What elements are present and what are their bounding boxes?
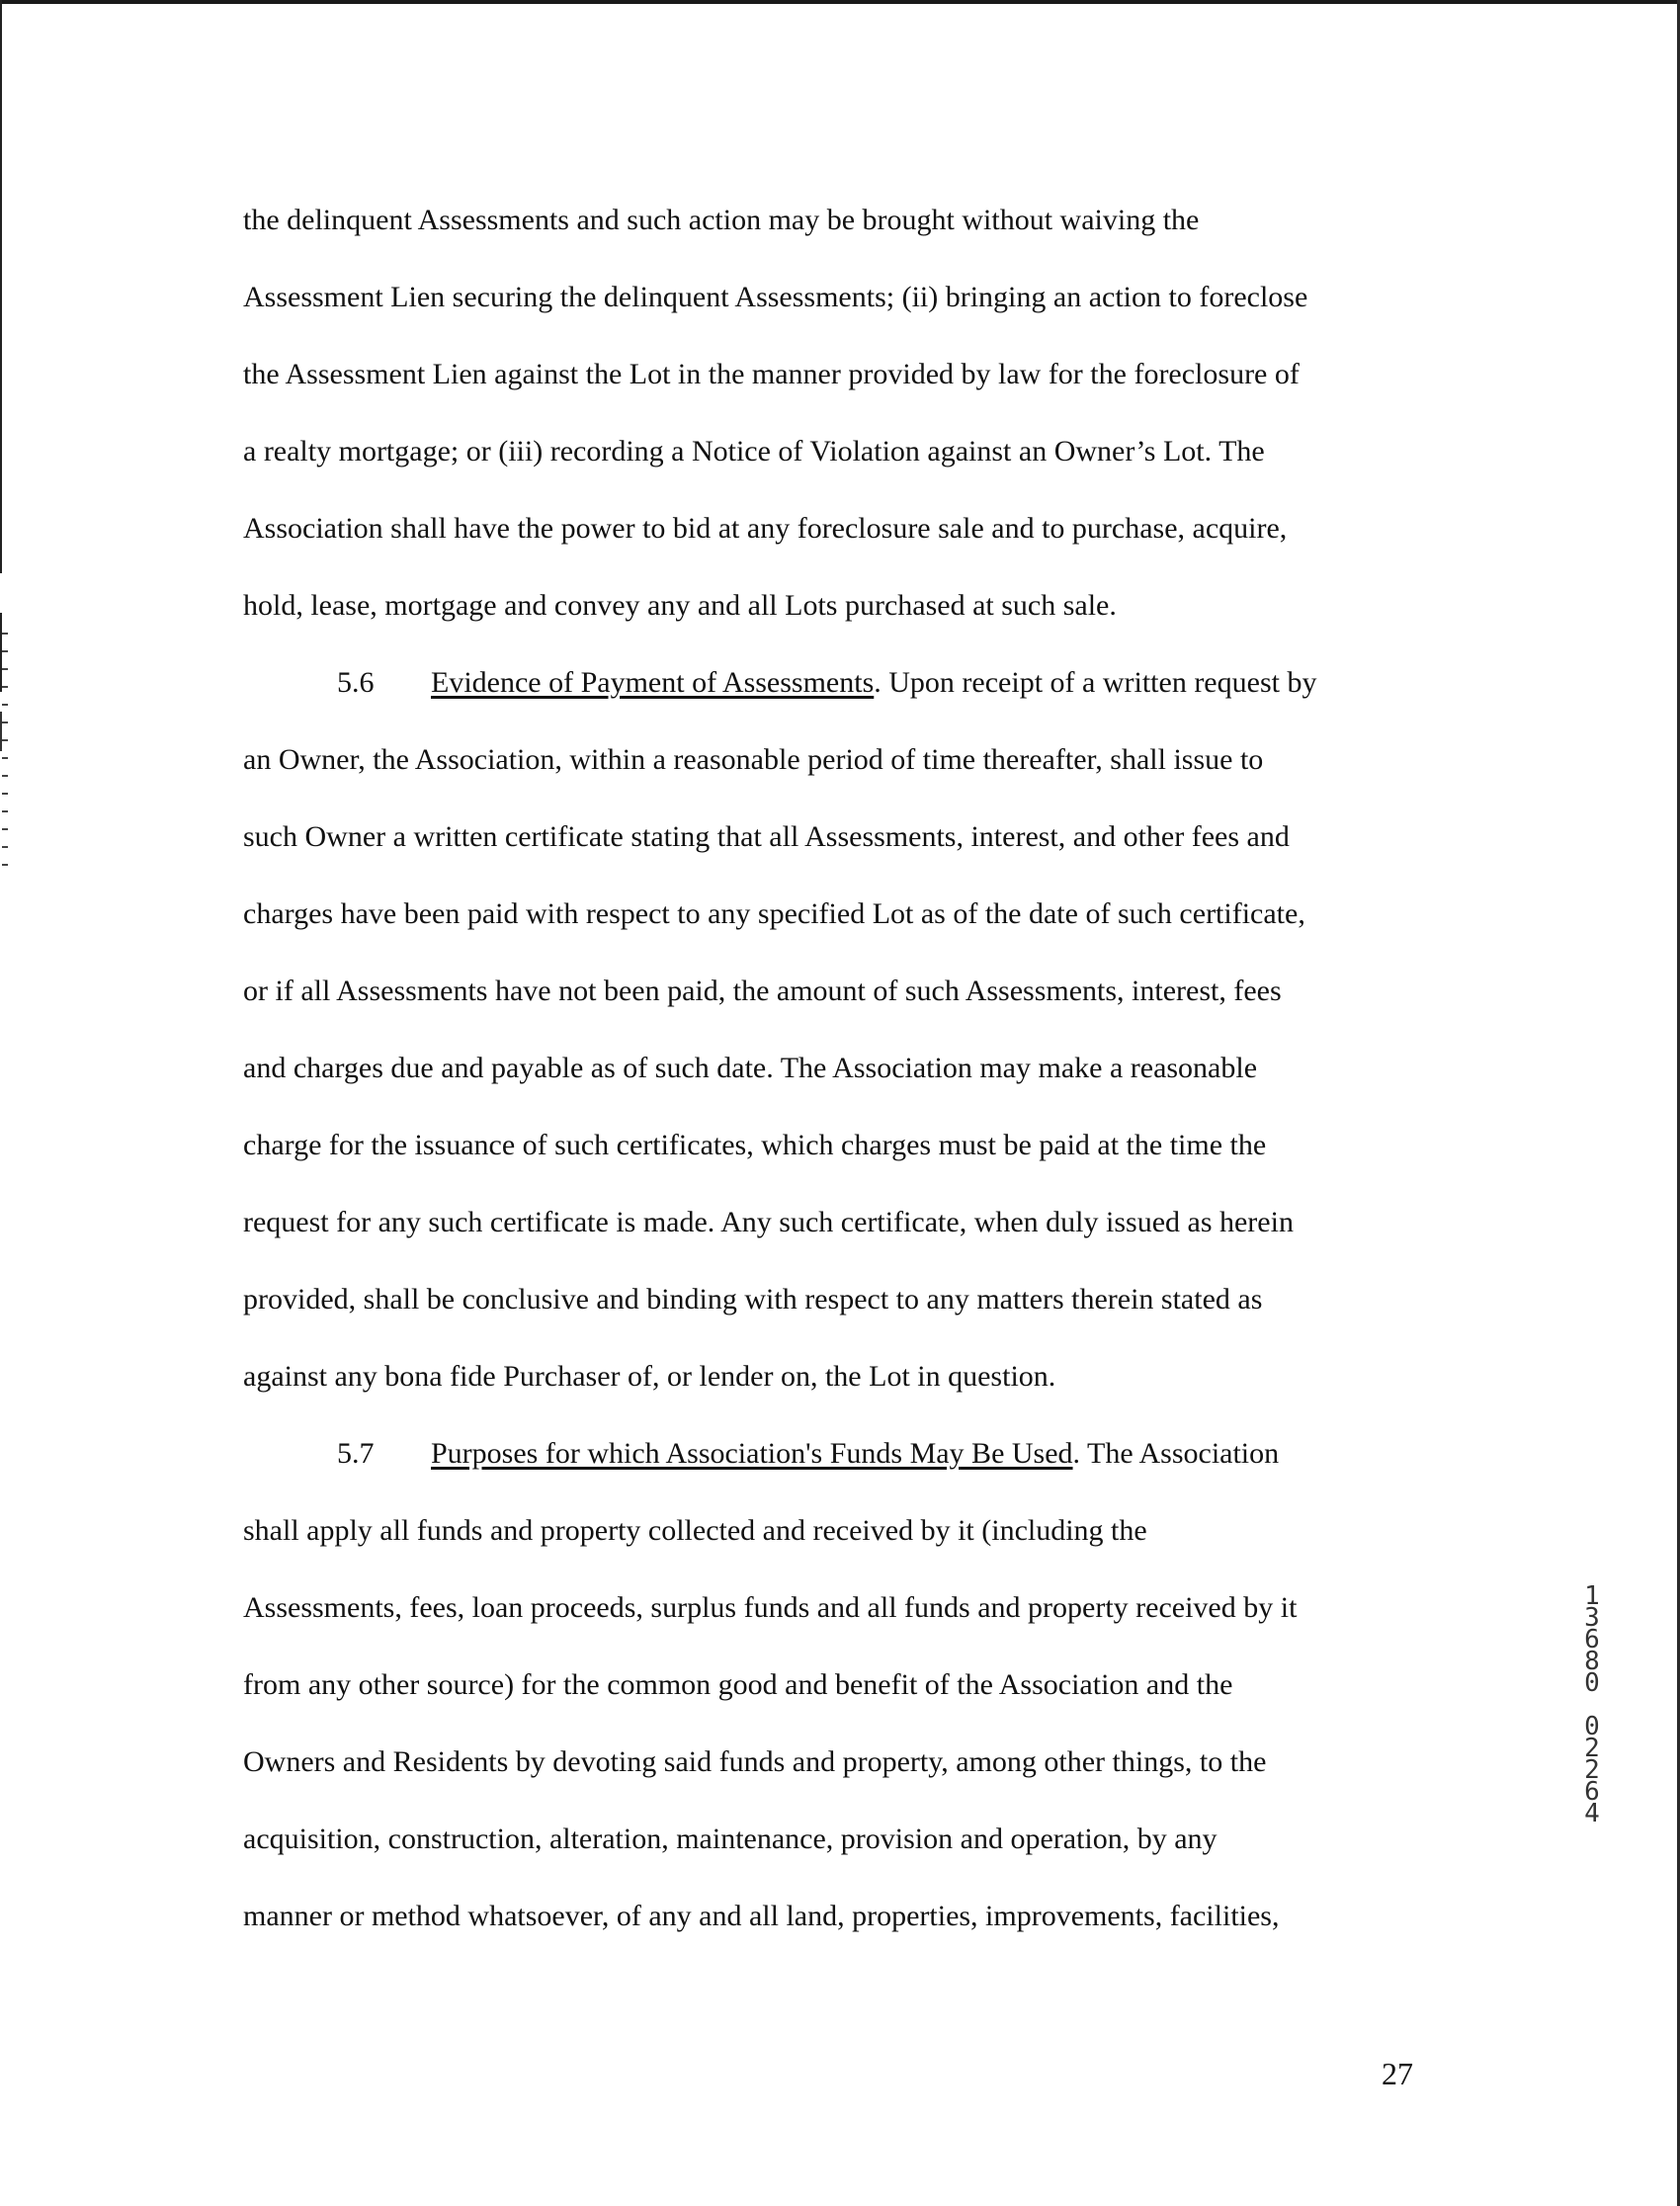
text-line: or if all Assessments have not been paid, the amount of such Assessments, interest, fees [243, 975, 1282, 1007]
text-line: from any other source) for the common good and benefit of the Association and the [243, 1668, 1233, 1701]
text-line: Owners and Residents by devoting said funds and property, among other things, to the [243, 1745, 1267, 1778]
text-line: the delinquent Assessments and such action may be brought without waiving the [243, 204, 1200, 236]
stamp-digit: 1 [1584, 1581, 1600, 1611]
section-first-line-text: . The Association [1072, 1437, 1280, 1470]
section-first-line [243, 1415, 1429, 1492]
section-number: 5.6 [337, 666, 375, 699]
section-number: 5.7 [337, 1437, 375, 1470]
text-line: against any bona fide Purchaser of, or lender on, the Lot in question. [243, 1360, 1056, 1393]
stamp-digit: 3 [1584, 1603, 1600, 1633]
stamp-digit: 0 [1584, 1712, 1600, 1741]
section-first-line-text: . Upon receipt of a written request by [874, 666, 1317, 699]
stamp-digit: 6 [1584, 1625, 1600, 1654]
text-line: Assessment Lien securing the delinquent Assessments; (ii) bringing an action to foreclose [243, 281, 1308, 313]
text-line: Assessments, fees, loan proceeds, surplus funds and all funds and property received by it [243, 1591, 1298, 1624]
text-line: Association shall have the power to bid at any foreclosure sale and to purchase, acquire, [243, 512, 1288, 545]
stamp-digit: 2 [1584, 1755, 1600, 1785]
text-line: charge for the issuance of such certificates, which charges must be paid at the time the [243, 1129, 1267, 1161]
scan-margin-ticks [2, 633, 8, 870]
recording-stamp [1577, 1581, 1607, 1862]
scan-top-edge [0, 0, 1680, 4]
section-5-7 [243, 1415, 1429, 1955]
stamp-digit: 2 [1584, 1734, 1600, 1763]
text-line: a realty mortgage; or (iii) recording a Notice of Violation against an Owner’s Lot. The [243, 435, 1265, 467]
page-number: 27 [1382, 2056, 1413, 2091]
stamp-digit: 4 [1584, 1799, 1600, 1828]
section-heading: Evidence of Payment of Assessments [431, 666, 875, 699]
stamp-digit: 6 [1584, 1777, 1600, 1807]
document-body [243, 182, 1429, 1955]
text-line: provided, shall be conclusive and binding with respect to any matters therein stated as [243, 1283, 1263, 1315]
section-first-line [243, 644, 1429, 721]
text-line: shall apply all funds and property collected and received by it (including the [243, 1514, 1147, 1547]
continuation-paragraph [243, 182, 1429, 644]
text-line: such Owner a written certificate stating that all Assessments, interest, and other fees and [243, 820, 1290, 853]
text-line: charges have been paid with respect to any specified Lot as of the date of such certificate, [243, 897, 1305, 930]
text-line: acquisition, construction, alteration, maintenance, provision and operation, by any [243, 1823, 1218, 1855]
stamp-digit: 8 [1584, 1647, 1600, 1676]
section-heading: Purposes for which Association's Funds May Be Used [431, 1437, 1073, 1470]
text-line: the Assessment Lien against the Lot in the manner provided by law for the foreclosure of [243, 358, 1300, 390]
text-line: manner or method whatsoever, of any and all land, properties, improvements, facilities, [243, 1900, 1280, 1932]
text-line: an Owner, the Association, within a reasonable period of time thereafter, shall issue to [243, 743, 1264, 776]
stamp-digit: 0 [1584, 1668, 1600, 1698]
section-5-6 [243, 644, 1429, 1415]
text-line: and charges due and payable as of such date. The Association may make a reasonable [243, 1052, 1258, 1084]
text-line: request for any such certificate is made. Any such certificate, when duly issued as herein [243, 1206, 1294, 1238]
text-line: hold, lease, mortgage and convey any and all Lots purchased at such sale. [243, 589, 1117, 622]
